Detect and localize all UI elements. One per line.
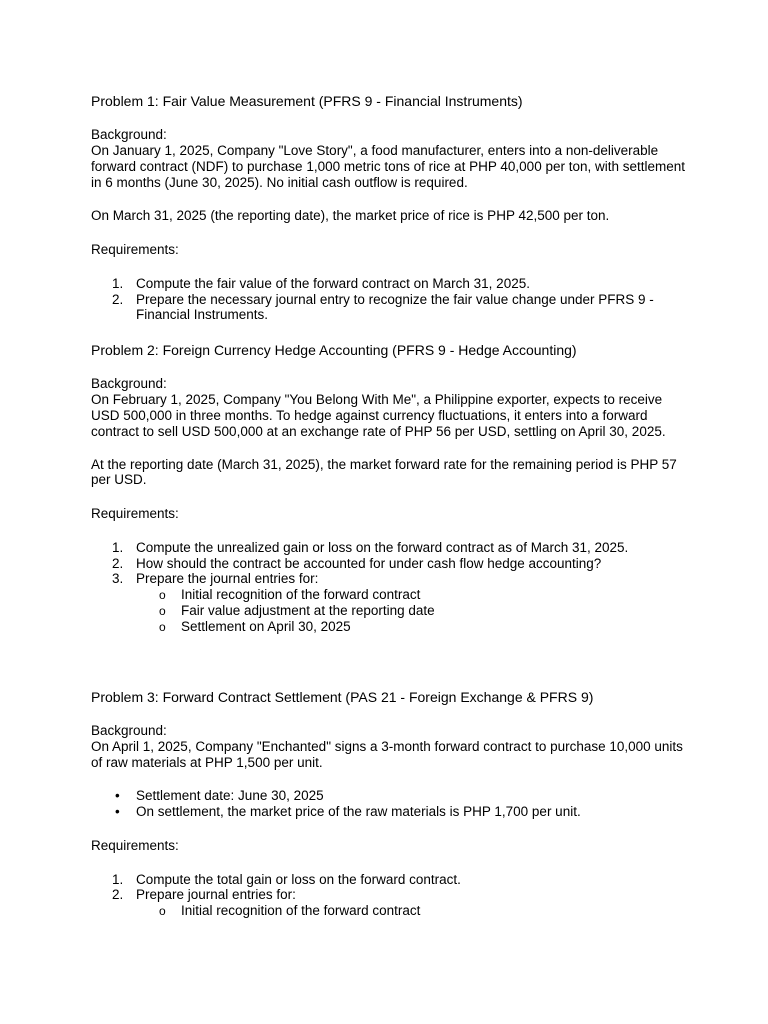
bullet-marker: •: [115, 788, 120, 803]
sub-item: Fair value adjustment at the reporting date: [181, 603, 435, 618]
problem-2-background-label: Background:: [91, 376, 167, 391]
problem-3-background-label: Background:: [91, 723, 167, 738]
problem-3-requirements-label: Requirements:: [91, 838, 179, 853]
problem-1-background-label: Background:: [91, 127, 167, 142]
sub-bullet-marker: o: [159, 588, 166, 602]
list-number: 1.: [112, 276, 124, 291]
sub-item: Initial recognition of the forward contract: [181, 587, 421, 602]
requirement-item: How should the contract be accounted for under cash flow hedge accounting?: [136, 556, 602, 571]
requirement-item-continuation: Financial Instruments.: [136, 307, 269, 322]
sub-bullet-marker: o: [159, 904, 166, 918]
list-number: 2.: [112, 292, 124, 307]
list-number: 1.: [112, 872, 124, 887]
problem-1-requirements-label: Requirements:: [91, 242, 179, 257]
problem-2-title: Problem 2: Foreign Currency Hedge Accounting (PFRS 9 - Hedge Accounting): [91, 342, 577, 358]
list-number: 2.: [112, 887, 124, 902]
problem-1-title: Problem 1: Fair Value Measurement (PFRS 9 - Financial Instruments): [91, 93, 523, 109]
sub-bullet-marker: o: [159, 604, 166, 618]
problem-1-background-line: On January 1, 2025, Company "Love Story", a food manufacturer, enters into a non-deliverable: [91, 143, 659, 158]
requirement-item: Compute the fair value of the forward contract on March 31, 2025.: [136, 276, 530, 291]
bullet-item: Settlement date: June 30, 2025: [136, 788, 324, 803]
requirement-item: Compute the total gain or loss on the forward contract.: [136, 872, 461, 887]
bullet-marker: •: [115, 804, 120, 819]
sub-bullet-marker: o: [159, 620, 166, 634]
list-number: 3.: [112, 571, 124, 586]
problem-2-background-line: USD 500,000 in three months. To hedge against currency fluctuations, it enters into a forward: [91, 408, 648, 423]
problem-2-background-line: On February 1, 2025, Company "You Belong With Me", a Philippine exporter, expects to receive: [91, 392, 663, 407]
requirement-item: Compute the unrealized gain or loss on the forward contract as of March 31, 2025.: [136, 540, 629, 555]
requirement-item: Prepare journal entries for:: [136, 887, 296, 902]
problem-2-reporting-paragraph: At the reporting date (March 31, 2025), the market forward rate for the remaining period is PHP 57: [91, 457, 677, 472]
requirement-item: Prepare the journal entries for:: [136, 571, 319, 586]
sub-item: Settlement on April 30, 2025: [181, 619, 351, 634]
list-number: 1.: [112, 540, 124, 555]
problem-2-background-line: contract to sell USD 500,000 at an exchange rate of PHP 56 per USD, settling on April 30, 2025.: [91, 424, 666, 439]
requirement-item: Prepare the necessary journal entry to recognize the fair value change under PFRS 9 -: [136, 292, 654, 307]
problem-1-background-line: forward contract (NDF) to purchase 1,000 metric tons of rice at PHP 40,000 per ton, with settlement: [91, 159, 686, 174]
list-number: 2.: [112, 556, 124, 571]
problem-1-reporting-date-paragraph: On March 31, 2025 (the reporting date), the market price of rice is PHP 42,500 per ton.: [91, 208, 610, 223]
problem-3-background-line: On April 1, 2025, Company "Enchanted" signs a 3-month forward contract to purchase 10,000 units: [91, 739, 683, 754]
problem-1-background-line: in 6 months (June 30, 2025). No initial cash outflow is required.: [91, 175, 468, 190]
sub-item: Initial recognition of the forward contract: [181, 903, 421, 918]
problem-2-reporting-paragraph: per USD.: [91, 472, 147, 487]
problem-3-title: Problem 3: Forward Contract Settlement (PAS 21 - Foreign Exchange & PFRS 9): [91, 689, 594, 705]
problem-3-background-line: of raw materials at PHP 1,500 per unit.: [91, 755, 323, 770]
bullet-item: On settlement, the market price of the raw materials is PHP 1,700 per unit.: [136, 804, 581, 819]
problem-2-requirements-label: Requirements:: [91, 506, 179, 521]
